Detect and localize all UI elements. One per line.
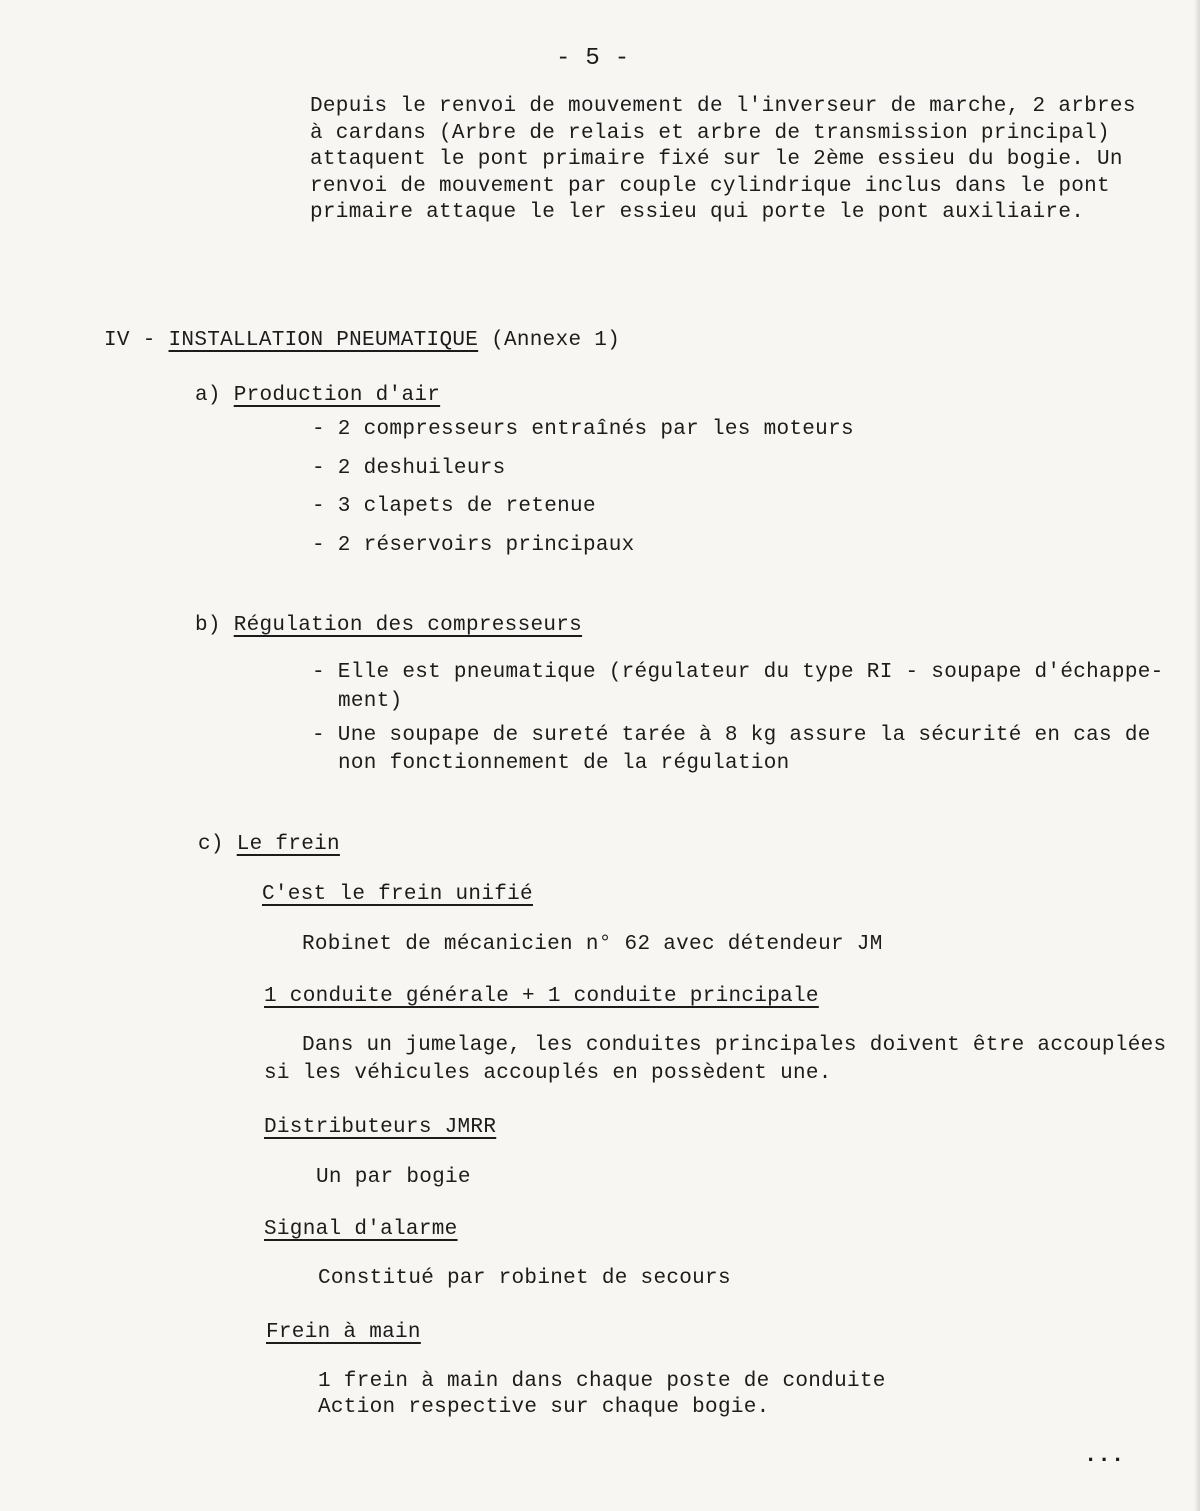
list-item: - Elle est pneumatique (régulateur du type RI - soupape d'échappe-	[312, 661, 1164, 684]
section-title: INSTALLATION PNEUMATIQUE	[168, 329, 479, 352]
brake-subheading: 1 conduite générale + 1 conduite principale	[264, 985, 819, 1008]
brake-subheading: C'est le frein unifié	[262, 883, 533, 906]
subsection-title: Le frein	[236, 833, 340, 856]
subsection-title: Régulation des compresseurs	[233, 614, 583, 637]
subsection-b-heading	[195, 613, 582, 639]
list-item: - 2 deshuileurs	[312, 457, 506, 480]
subsection-c-heading	[198, 832, 340, 858]
subsection-label: c)	[198, 833, 224, 856]
brake-text: 1 frein à main dans chaque poste de conduite	[318, 1370, 886, 1393]
list-item: - 3 clapets de retenue	[312, 495, 596, 518]
list-item: - Une soupape de sureté tarée à 8 kg assure la sécurité en cas de	[312, 724, 1151, 747]
section-heading	[104, 328, 620, 354]
list-item: - 2 compresseurs entraînés par les moteurs	[312, 418, 854, 441]
subsection-a-heading	[195, 383, 440, 409]
list-item: - 2 réservoirs principaux	[312, 534, 635, 557]
brake-text: Dans un jumelage, les conduites principales doivent être accouplées	[302, 1034, 1167, 1057]
brake-subheading: Frein à main	[266, 1321, 421, 1344]
brake-text: Robinet de mécanicien n° 62 avec détendeur JM	[302, 933, 883, 956]
list-item-continuation: non fonctionnement de la régulation	[338, 752, 790, 775]
section-annex: (Annexe 1)	[491, 329, 621, 352]
page-edge-shadow	[1194, 0, 1200, 1511]
intro-line: renvoi de mouvement par couple cylindrique inclus dans le pont	[310, 174, 1110, 198]
brake-text: si les véhicules accouplés en possèdent une.	[264, 1062, 832, 1085]
page-number: - 5 -	[556, 45, 630, 72]
subsection-label: a)	[195, 384, 221, 407]
brake-subheading: Distributeurs JMRR	[264, 1116, 497, 1139]
intro-paragraph	[310, 94, 1170, 227]
subsection-label: b)	[195, 614, 221, 637]
list-item-continuation: ment)	[338, 690, 403, 713]
brake-subheading: Signal d'alarme	[264, 1218, 458, 1241]
brake-text: Un par bogie	[316, 1166, 471, 1189]
intro-line: Depuis le renvoi de mouvement de l'inverseur de marche, 2 arbres	[310, 95, 1136, 118]
continuation-marker: ...	[1084, 1443, 1125, 1468]
section-number: IV -	[104, 329, 156, 352]
intro-line: primaire attaque le ler essieu qui porte le pont auxiliaire.	[310, 201, 1085, 224]
intro-line: attaquent le pont primaire fixé sur le 2ème essieu du bogie. Un	[310, 148, 1123, 171]
subsection-title: Production d'air	[233, 384, 441, 407]
brake-text: Constitué par robinet de secours	[318, 1267, 731, 1290]
intro-line: à cardans (Arbre de relais et arbre de transmission principal)	[310, 121, 1110, 145]
brake-text: Action respective sur chaque bogie.	[318, 1396, 770, 1419]
